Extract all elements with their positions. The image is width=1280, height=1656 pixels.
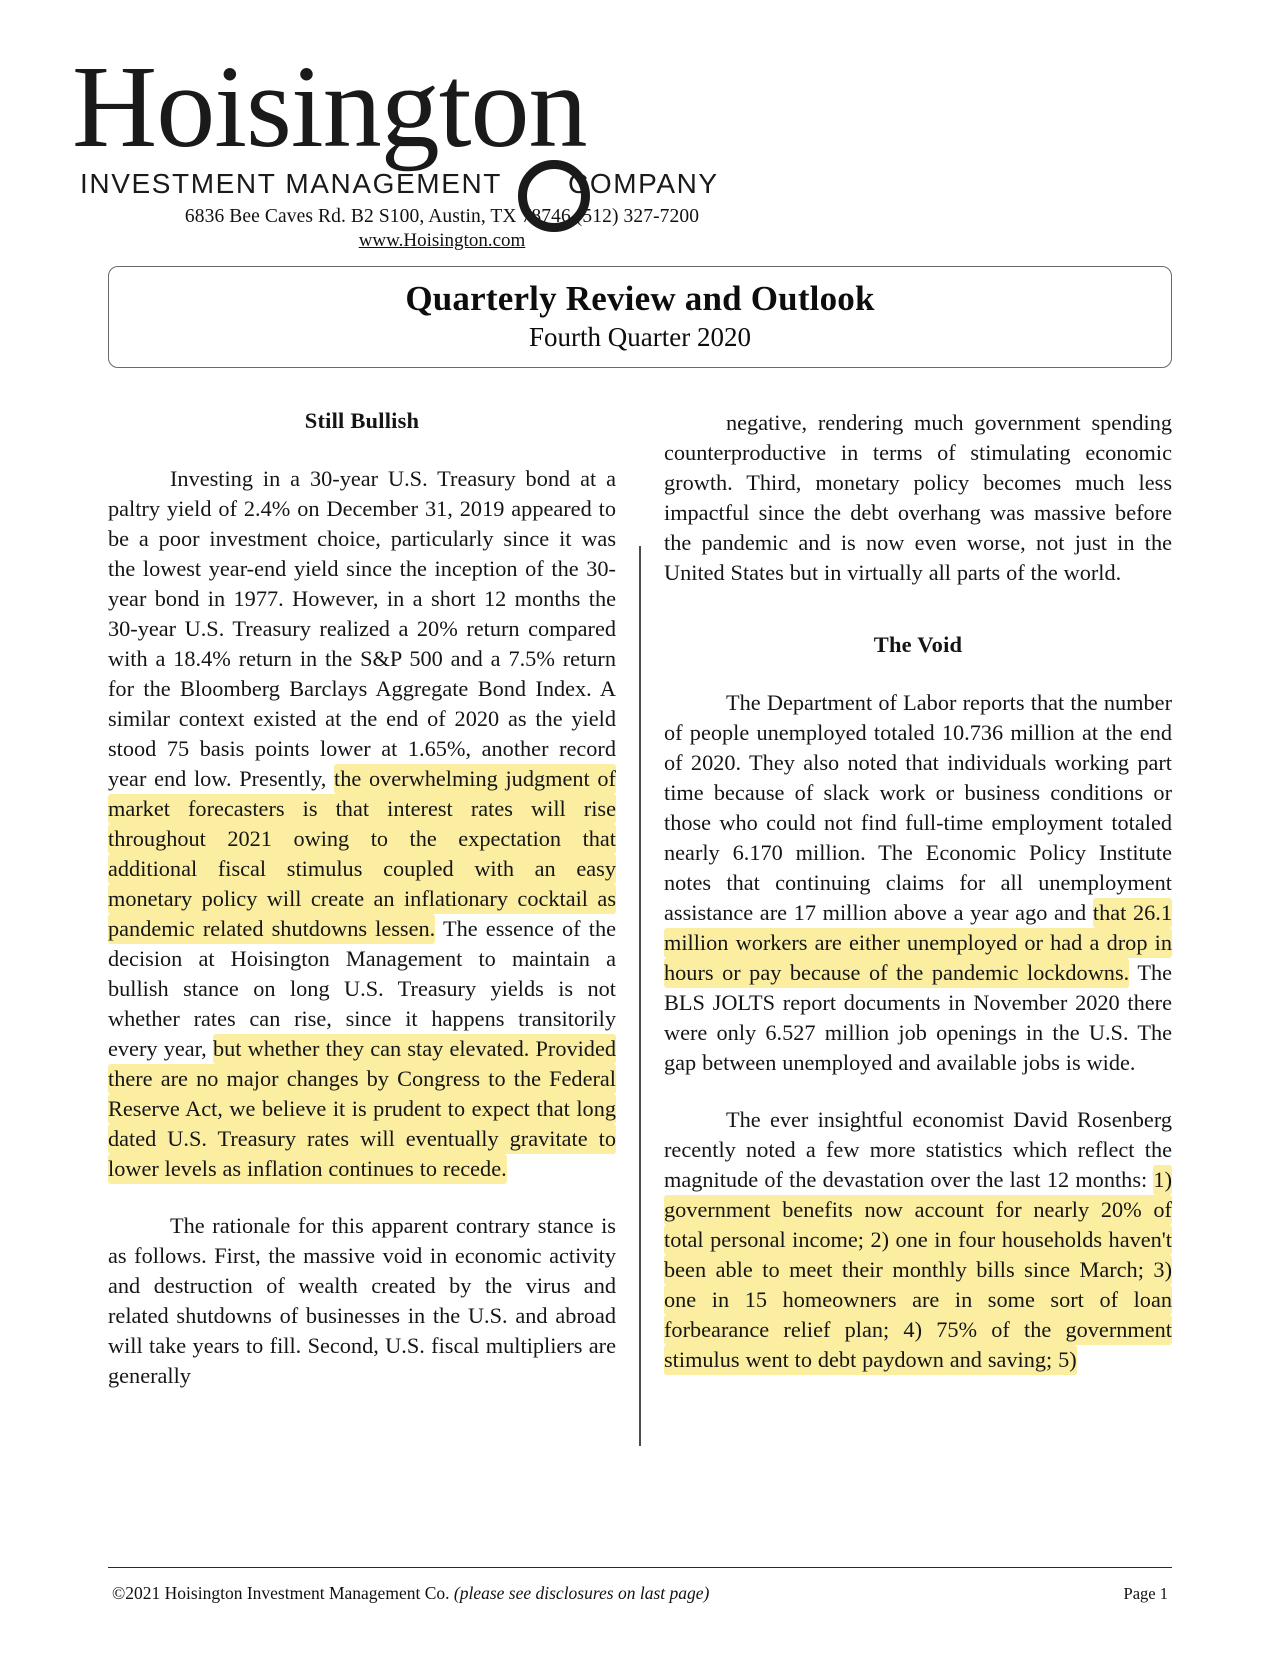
footer-disclosure-note: (please see disclosures on last page) bbox=[453, 1583, 710, 1603]
footer-divider bbox=[108, 1567, 1172, 1569]
logo-tagline bbox=[80, 168, 719, 200]
page-footer bbox=[112, 1583, 1168, 1604]
company-address: 6836 Bee Caves Rd. B2 S100, Austin, TX 78746 (512) 327-7200 bbox=[184, 206, 700, 227]
highlight-forecasters: the overwhelming judgment of market forecasters is that interest rates will rise throughout 2021 owing to the expectation that additional fiscal stimulus coupled with an easy monetary policy will create an inflationary cocktail as pandemic related shutdowns lessen. bbox=[108, 764, 616, 944]
paragraph-dol-part-2: The BLS JOLTS report documents in November 2020 there were only 6.527 million job openings in the U.S. The gap between unemployed and available jobs is wide. bbox=[664, 960, 1173, 1075]
paragraph-negative-multipliers: negative, rendering much government spending counterproductive in terms of stimulating economic growth. Third, monetary policy becomes much less impactful since the debt overhang was massive before the pandemic and is now even worse, not just in the United States but in virtually all parts of the world. bbox=[664, 410, 1172, 586]
paragraph-dol-part-1: The Department of Labor reports that the number of people unemployed totaled 10.736 million at the end of 2020. They also noted that individuals working part time because of slack work or business conditions or those who could not find full-time employment totaled nearly 6.170 million. The Economic Policy Institute notes that continuing claims for all unemployment assistance are 17 million above a year ago and bbox=[664, 690, 1172, 926]
logo-ring-icon bbox=[518, 160, 590, 232]
paragraph-investing-part-1: Investing in a 30-year U.S. Treasury bond at a paltry yield of 2.4% on December 31, 2019 appeared to be a poor investment choice, particularly since it was the lowest year-end yield since the inception of the 30-year bond in 1977. However, in a short 12 months the 30-year U.S. Treasury realized a 20% return compared with a 18.4% return in the S&P 500 and a 7.5% return for the Bloomberg Barclays Aggregate Bond Index. A similar context existed at the end of 2020 as the yield stood 75 basis points lower at 1.65%, another record year end low. Presently, bbox=[108, 466, 616, 792]
section-heading-still-bullish: Still Bullish bbox=[304, 408, 420, 434]
footer-copyright bbox=[112, 1583, 709, 1604]
logo-tagline-left: INVESTMENT MANAGEMENT bbox=[80, 168, 503, 199]
page-subtitle: Fourth Quarter 2020 bbox=[529, 322, 751, 353]
highlight-26-million-workers: that 26.1 million workers are either unemployed or had a drop in hours or pay because of the pandemic lockdowns. bbox=[664, 898, 1172, 988]
left-column bbox=[108, 408, 616, 1391]
paragraph-investing bbox=[108, 464, 616, 1184]
company-website-link[interactable]: www.Hoisington.com bbox=[358, 230, 526, 251]
footer-copyright-text: ©2021 Hoisington Investment Management Co. bbox=[112, 1583, 450, 1603]
paragraph-rosenberg-part-1: The ever insightful economist David Rosenberg recently noted a few more statistics which reflect the magnitude of the devastation over the last 12 months: bbox=[664, 1106, 1172, 1192]
masthead bbox=[0, 0, 1280, 252]
page-title: Quarterly Review and Outlook bbox=[405, 279, 875, 318]
company-logo bbox=[72, 40, 719, 200]
highlight-rosenberg-statistics: 1) government benefits now account for nearly 20% of total personal income; 2) one in four households haven't been able to meet their monthly bills since March; 3) one in 15 homeowners are in some sort of loan forbearance relief plan; 4) 75% of the government stimulus went to debt paydown and saving; 5) bbox=[664, 1165, 1172, 1375]
paragraph-department-of-labor bbox=[664, 688, 1172, 1078]
column-divider bbox=[639, 546, 641, 1446]
title-box bbox=[108, 266, 1172, 368]
company-website bbox=[72, 230, 812, 252]
paragraph-investing-part-2: The essence of the decision at Hoisington Management to maintain a bullish stance on long U.S. Treasury yields is not whether rates can rise, since it happens transitorily every year, bbox=[108, 916, 616, 1061]
logo-tagline-right: COMPANY bbox=[568, 168, 719, 199]
paragraph-rosenberg bbox=[664, 1105, 1172, 1375]
section-heading-the-void: The Void bbox=[873, 632, 963, 658]
footer-page-number: Page 1 bbox=[1123, 1584, 1168, 1603]
right-column bbox=[664, 408, 1172, 1391]
paragraph-rationale: The rationale for this apparent contrary stance is as follows. First, the massive void in economic activity and destruction of wealth created by the virus and related shutdowns of businesses in the U.S. and abroad will take years to fill. Second, U.S. fiscal multipliers are generally bbox=[108, 1212, 616, 1388]
highlight-stay-elevated: but whether they can stay elevated. Provided there are no major changes by Congress to the Federal Reserve Act, we believe it is prudent to expect that long dated U.S. Treasury rates will eventually gravitate to lower levels as inflation continues to recede. bbox=[108, 1034, 616, 1184]
logo-wordmark: Hoisington bbox=[72, 41, 587, 172]
body-columns bbox=[108, 408, 1172, 1391]
